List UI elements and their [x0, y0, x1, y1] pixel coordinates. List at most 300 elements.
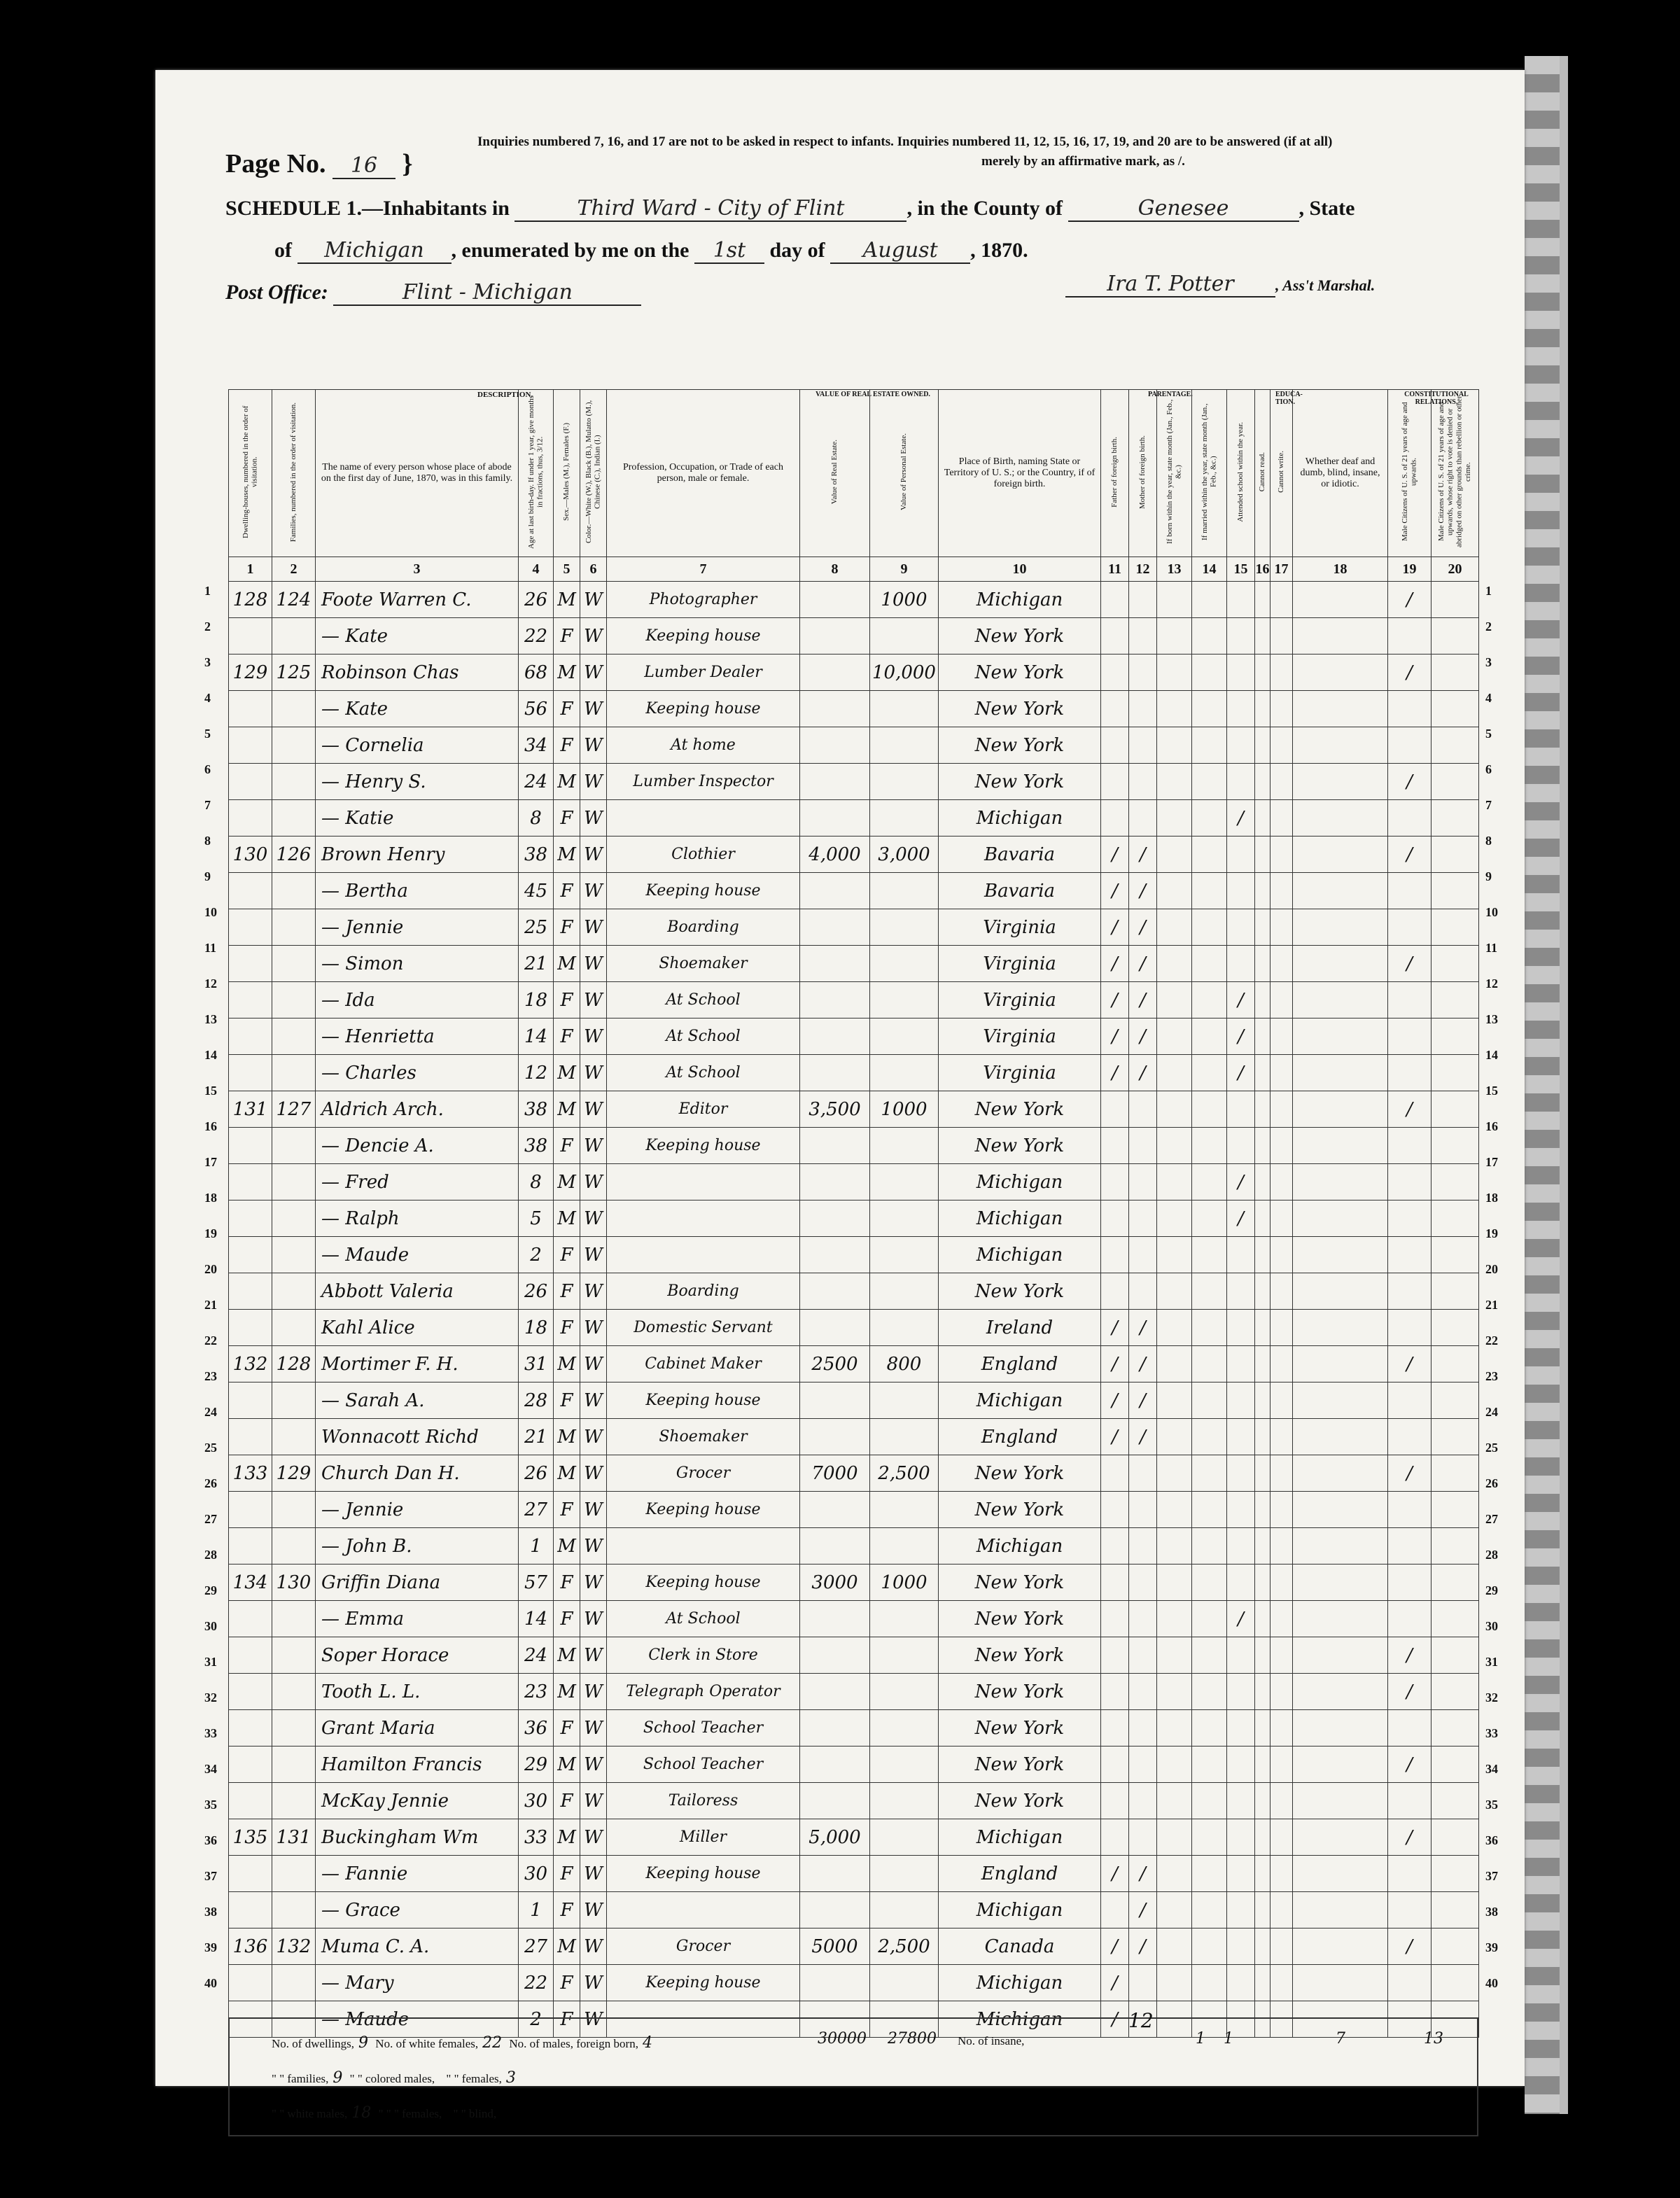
column-number: 20: [1432, 557, 1479, 582]
dwelling-number: [229, 1710, 272, 1746]
born-within-year: [1157, 654, 1192, 691]
cannot-write: [1270, 1346, 1293, 1382]
color: W: [580, 1200, 607, 1237]
real-estate-value: [800, 909, 870, 946]
family-number: [272, 1128, 316, 1164]
post-office-label: Post Office:: [225, 281, 328, 304]
school-mark: [1227, 873, 1255, 909]
line-number-left: 15: [204, 1084, 217, 1098]
line-number-left: 11: [204, 941, 217, 955]
married-within-year: [1192, 1892, 1227, 1928]
citizen-mark: /: [1388, 1091, 1432, 1128]
column-number: 2: [272, 557, 316, 582]
vote-denied: [1432, 1346, 1479, 1382]
father-foreign-mark: [1101, 764, 1129, 800]
father-foreign-mark: [1101, 1273, 1129, 1310]
description-group-label: DESCRIPTION.: [477, 391, 533, 399]
cannot-read: [1255, 800, 1270, 836]
table-row: [229, 727, 1479, 764]
school-mark: [1227, 1237, 1255, 1273]
marshal-label: , Ass't Marshal.: [1275, 276, 1376, 294]
sex: M: [554, 1637, 580, 1674]
table-row: [229, 1237, 1479, 1273]
line-number-left: 37: [204, 1869, 217, 1883]
table-row: [229, 1200, 1479, 1237]
born-within-year: [1157, 1455, 1192, 1492]
born-within-year: [1157, 1601, 1192, 1637]
value-group-label: VALUE OF REAL ESTATE OWNED.: [816, 391, 930, 398]
personal-estate-value: [870, 1018, 939, 1055]
person-name: Muma C. A.: [316, 1928, 519, 1965]
father-foreign-mark: [1101, 1091, 1129, 1128]
cannot-write: [1270, 1746, 1293, 1783]
mother-foreign-mark: [1129, 1965, 1157, 2001]
table-row: [229, 800, 1479, 836]
person-name: — Jennie: [316, 909, 519, 946]
sex: F: [554, 1965, 580, 2001]
col-18-header: Whether deaf and dumb, blind, insane, or idiotic.: [1293, 390, 1388, 557]
line-number-left: 36: [204, 1833, 217, 1847]
education-group-label: EDUCA-TION.: [1275, 391, 1303, 406]
color: W: [580, 1928, 607, 1965]
cannot-read: [1255, 982, 1270, 1018]
mother-foreign-mark: [1129, 691, 1157, 727]
father-foreign-mark: /: [1101, 1346, 1129, 1382]
col-7-header: Profession, Occupation, or Trade of each person, male or female.: [607, 390, 800, 557]
deaf-blind-insane: [1293, 1746, 1388, 1783]
summary-box: [228, 2017, 1478, 2136]
school-mark: [1227, 1382, 1255, 1419]
line-number-right: 37: [1485, 1869, 1498, 1883]
birthplace: Michigan: [939, 1200, 1101, 1237]
foreign-females-label: " " females,: [446, 2072, 502, 2085]
father-foreign-mark: /: [1101, 982, 1129, 1018]
age: 2: [519, 1237, 554, 1273]
personal-estate-value: 1000: [870, 1091, 939, 1128]
cannot-read: [1255, 764, 1270, 800]
year-value: , 1870.: [970, 239, 1028, 262]
sex: M: [554, 1455, 580, 1492]
real-estate-value: 7000: [800, 1455, 870, 1492]
family-number: 124: [272, 582, 316, 618]
real-estate-value: [800, 1164, 870, 1200]
line-number-right: 34: [1485, 1762, 1498, 1776]
cannot-write: [1270, 1965, 1293, 2001]
table-row: [229, 1746, 1479, 1783]
vote-denied: [1432, 1419, 1479, 1455]
age: 45: [519, 873, 554, 909]
col-2-header: Families, numbered in the order of visitation.: [289, 402, 298, 542]
colored-males-value: [435, 2069, 443, 2087]
line-number-right: 12: [1485, 976, 1498, 990]
citizen-mark: /: [1388, 764, 1432, 800]
mother-foreign-mark: [1129, 618, 1157, 654]
birthplace: New York: [939, 764, 1101, 800]
citizen-mark: /: [1388, 1746, 1432, 1783]
school-mark: [1227, 1346, 1255, 1382]
age: 29: [519, 1746, 554, 1783]
birthplace: England: [939, 1346, 1101, 1382]
citizen-mark: /: [1388, 1674, 1432, 1710]
citizen-mark: [1388, 1492, 1432, 1528]
vote-denied: [1432, 1928, 1479, 1965]
vote-denied: [1432, 1382, 1479, 1419]
sex: F: [554, 618, 580, 654]
enumeration-line: [274, 238, 1028, 264]
occupation: At School: [607, 1601, 800, 1637]
dwelling-number: 128: [229, 582, 272, 618]
deaf-blind-insane: [1293, 727, 1388, 764]
married-within-year: [1192, 1856, 1227, 1892]
column-number: 18: [1293, 557, 1388, 582]
line-number-right: 13: [1485, 1012, 1498, 1026]
married-within-year: [1192, 946, 1227, 982]
citizen-mark: [1388, 1018, 1432, 1055]
table-row: [229, 1455, 1479, 1492]
birthplace: Bavaria: [939, 836, 1101, 873]
table-row: [229, 1055, 1479, 1091]
born-within-year: [1157, 909, 1192, 946]
col-10-header: Place of Birth, naming State or Territory of U. S.; or the Country, if of foreign birth.: [939, 390, 1101, 557]
constitutional-group-label: CONSTITUTIONAL RELATIONS.: [1404, 391, 1469, 406]
sex: M: [554, 764, 580, 800]
occupation: School Teacher: [607, 1746, 800, 1783]
school-mark: [1227, 909, 1255, 946]
family-number: 131: [272, 1819, 316, 1856]
page-number: 16: [332, 153, 396, 179]
real-estate-value: [800, 764, 870, 800]
line-number-right: 19: [1485, 1226, 1498, 1240]
mother-foreign-mark: /: [1129, 836, 1157, 873]
dwelling-number: [229, 1018, 272, 1055]
col-6-header: Color.—White (W.), Black (B.), Mulatto (M.), Chinese (C.), Indian (I.): [584, 400, 602, 544]
born-within-year: [1157, 873, 1192, 909]
dwelling-number: 136: [229, 1928, 272, 1965]
vote-denied: [1432, 654, 1479, 691]
line-number-left: 38: [204, 1905, 217, 1919]
real-estate-value: [800, 1273, 870, 1310]
personal-estate-value: [870, 946, 939, 982]
person-name: — Charles: [316, 1055, 519, 1091]
birthplace: England: [939, 1856, 1101, 1892]
person-name: Wonnacott Richd: [316, 1419, 519, 1455]
dwelling-number: [229, 1273, 272, 1310]
personal-estate-value: 1000: [870, 582, 939, 618]
citizen-mark: [1388, 1710, 1432, 1746]
mother-foreign-mark: /: [1129, 909, 1157, 946]
mother-foreign-mark: [1129, 1637, 1157, 1674]
occupation: [607, 1237, 800, 1273]
occupation: [607, 1200, 800, 1237]
married-within-year: [1192, 909, 1227, 946]
sex: F: [554, 1018, 580, 1055]
real-estate-value: [800, 618, 870, 654]
family-number: [272, 982, 316, 1018]
sex: F: [554, 800, 580, 836]
dwelling-number: [229, 618, 272, 654]
married-within-year: [1192, 1310, 1227, 1346]
age: 36: [519, 1710, 554, 1746]
married-within-year: [1192, 727, 1227, 764]
birthplace: England: [939, 1419, 1101, 1455]
table-row: [229, 1382, 1479, 1419]
cannot-write: [1270, 764, 1293, 800]
deaf-blind-insane: [1293, 1492, 1388, 1528]
white-females-label: No. of white females,: [375, 2037, 479, 2050]
real-estate-value: [800, 582, 870, 618]
father-foreign-mark: [1101, 1528, 1129, 1564]
personal-estate-value: [870, 1819, 939, 1856]
line-number-right: 25: [1485, 1441, 1498, 1455]
cannot-write: [1270, 1273, 1293, 1310]
person-name: — Bertha: [316, 873, 519, 909]
table-row: [229, 691, 1479, 727]
cannot-read: [1255, 1637, 1270, 1674]
vote-denied: [1432, 909, 1479, 946]
personal-estate-value: [870, 1856, 939, 1892]
married-within-year: [1192, 1564, 1227, 1601]
school-mark: [1227, 1856, 1255, 1892]
person-name: — Dencie A.: [316, 1128, 519, 1164]
line-number-left: 30: [204, 1619, 217, 1633]
table-row: [229, 1637, 1479, 1674]
born-within-year: [1157, 1164, 1192, 1200]
occupation: [607, 1164, 800, 1200]
family-number: [272, 1164, 316, 1200]
table-row: [229, 1128, 1479, 1164]
cannot-write: [1270, 654, 1293, 691]
occupation: At School: [607, 1018, 800, 1055]
family-number: [272, 1018, 316, 1055]
citizen-mark: [1388, 1892, 1432, 1928]
cannot-read: [1255, 1455, 1270, 1492]
occupation: Clerk in Store: [607, 1637, 800, 1674]
cannot-write: [1270, 1237, 1293, 1273]
born-within-year: [1157, 1819, 1192, 1856]
color: W: [580, 1965, 607, 2001]
color: W: [580, 1856, 607, 1892]
citizen-mark: [1388, 1564, 1432, 1601]
personal-estate-value: [870, 1601, 939, 1637]
school-mark: /: [1227, 1164, 1255, 1200]
person-name: Grant Maria: [316, 1710, 519, 1746]
dwelling-number: [229, 1419, 272, 1455]
occupation: Keeping house: [607, 1382, 800, 1419]
born-within-year: [1157, 982, 1192, 1018]
person-name: — Grace: [316, 1892, 519, 1928]
mother-foreign-mark: [1129, 1528, 1157, 1564]
line-number-left: 31: [204, 1655, 217, 1669]
person-name: — Kate: [316, 691, 519, 727]
month-value: August: [830, 238, 970, 264]
color: W: [580, 836, 607, 873]
cannot-write: [1270, 873, 1293, 909]
cannot-read: [1255, 1200, 1270, 1237]
table-row: [229, 1273, 1479, 1310]
real-estate-value: [800, 1055, 870, 1091]
dwellings-value: 9: [358, 2034, 369, 2052]
line-number-left: 12: [204, 976, 217, 990]
citizen-mark: [1388, 1419, 1432, 1455]
citizen-mark: /: [1388, 1637, 1432, 1674]
cannot-read: [1255, 1128, 1270, 1164]
col-12-header: Mother of foreign birth.: [1138, 435, 1147, 509]
born-within-year: [1157, 1710, 1192, 1746]
cannot-read: [1255, 1419, 1270, 1455]
occupation: Keeping house: [607, 1128, 800, 1164]
line-number-right: 33: [1485, 1726, 1498, 1740]
color: W: [580, 1819, 607, 1856]
person-name: — Cornelia: [316, 727, 519, 764]
parentage-group-label: PARENTAGE.: [1148, 391, 1193, 398]
age: 14: [519, 1018, 554, 1055]
born-within-year: [1157, 800, 1192, 836]
born-within-year: [1157, 1892, 1192, 1928]
line-number-right: 24: [1485, 1405, 1498, 1419]
school-mark: /: [1227, 982, 1255, 1018]
dwelling-number: 131: [229, 1091, 272, 1128]
person-name: Foote Warren C.: [316, 582, 519, 618]
real-estate-value: [800, 1746, 870, 1783]
birthplace: Bavaria: [939, 873, 1101, 909]
father-foreign-mark: /: [1101, 1310, 1129, 1346]
sex: F: [554, 909, 580, 946]
family-number: [272, 618, 316, 654]
deaf-blind-insane: [1293, 1637, 1388, 1674]
sex: M: [554, 946, 580, 982]
father-foreign-mark: [1101, 1237, 1129, 1273]
column-header-row: [229, 390, 1479, 557]
cannot-write: [1270, 1018, 1293, 1055]
sex: M: [554, 654, 580, 691]
citizen-mark: [1388, 1856, 1432, 1892]
cannot-read: [1255, 1710, 1270, 1746]
age: 26: [519, 1455, 554, 1492]
deaf-blind-insane: [1293, 582, 1388, 618]
dwellings-label: No. of dwellings,: [272, 2037, 355, 2050]
school-mark: [1227, 1928, 1255, 1965]
line-number-left: 32: [204, 1690, 217, 1704]
line-number-right: 36: [1485, 1833, 1498, 1847]
col-11-header: Father of foreign birth.: [1110, 436, 1119, 507]
birthplace: Michigan: [939, 1382, 1101, 1419]
deaf-blind-insane: [1293, 1200, 1388, 1237]
deaf-blind-insane: [1293, 654, 1388, 691]
census-table: [228, 389, 1479, 2038]
school-mark: [1227, 618, 1255, 654]
sex: F: [554, 1273, 580, 1310]
father-foreign-mark: /: [1101, 909, 1129, 946]
personal-estate-value: [870, 909, 939, 946]
line-number-right: 11: [1485, 941, 1498, 955]
mother-foreign-mark: [1129, 1819, 1157, 1856]
school-mark: [1227, 1419, 1255, 1455]
column-number: 5: [554, 557, 580, 582]
color: W: [580, 654, 607, 691]
dwelling-number: [229, 1164, 272, 1200]
deaf-blind-insane: [1293, 1455, 1388, 1492]
mother-foreign-mark: [1129, 1237, 1157, 1273]
post-office-line: [225, 280, 641, 306]
birthplace: Michigan: [939, 1237, 1101, 1273]
column-number: 13: [1157, 557, 1192, 582]
cannot-read: [1255, 909, 1270, 946]
line-number-left: 20: [204, 1262, 217, 1276]
dwelling-number: [229, 1674, 272, 1710]
born-within-year: [1157, 1856, 1192, 1892]
cannot-write: [1270, 1528, 1293, 1564]
dwelling-number: [229, 1055, 272, 1091]
birthplace: New York: [939, 727, 1101, 764]
occupation: Cabinet Maker: [607, 1346, 800, 1382]
born-within-year: [1157, 1237, 1192, 1273]
married-within-year: [1192, 618, 1227, 654]
age: 26: [519, 582, 554, 618]
line-number-left: 9: [204, 869, 211, 883]
occupation: Domestic Servant: [607, 1310, 800, 1346]
mother-foreign-mark: [1129, 1746, 1157, 1783]
real-estate-value: [800, 946, 870, 982]
mother-foreign-mark: /: [1129, 1310, 1157, 1346]
line-number-right: 35: [1485, 1798, 1498, 1812]
line-number-right: 6: [1485, 762, 1492, 776]
school-mark: /: [1227, 1601, 1255, 1637]
dwelling-number: 130: [229, 836, 272, 873]
total-citizens: 13: [1424, 2030, 1443, 2047]
deaf-blind-insane: [1293, 764, 1388, 800]
table-row: [229, 764, 1479, 800]
color: W: [580, 909, 607, 946]
born-within-year: [1157, 1419, 1192, 1455]
col-15-header: Attended school within the year.: [1236, 421, 1245, 522]
vote-denied: [1432, 1055, 1479, 1091]
bottom-mark: 12: [1128, 2009, 1154, 2032]
married-within-year: [1192, 1237, 1227, 1273]
age: 5: [519, 1200, 554, 1237]
person-name: Robinson Chas: [316, 654, 519, 691]
person-name: McKay Jennie: [316, 1783, 519, 1819]
sex: M: [554, 1346, 580, 1382]
citizen-mark: [1388, 1273, 1432, 1310]
color: W: [580, 582, 607, 618]
sex: F: [554, 1492, 580, 1528]
birthplace: Virginia: [939, 1018, 1101, 1055]
citizen-mark: /: [1388, 654, 1432, 691]
born-within-year: [1157, 1200, 1192, 1237]
age: 18: [519, 1310, 554, 1346]
vote-denied: [1432, 1018, 1479, 1055]
personal-estate-value: [870, 1528, 939, 1564]
age: 33: [519, 1819, 554, 1856]
cannot-read: [1255, 1164, 1270, 1200]
cannot-read: [1255, 1310, 1270, 1346]
age: 38: [519, 1091, 554, 1128]
personal-estate-value: [870, 1710, 939, 1746]
married-within-year: [1192, 1746, 1227, 1783]
page-brace: }: [402, 149, 413, 178]
married-within-year: [1192, 1128, 1227, 1164]
birthplace: New York: [939, 1128, 1101, 1164]
line-number-left: 26: [204, 1476, 217, 1490]
mother-foreign-mark: [1129, 800, 1157, 836]
real-estate-value: 2500: [800, 1346, 870, 1382]
occupation: Photographer: [607, 582, 800, 618]
cannot-write: [1270, 1674, 1293, 1710]
born-within-year: [1157, 946, 1192, 982]
sex: M: [554, 1674, 580, 1710]
age: 25: [519, 909, 554, 946]
father-foreign-mark: [1101, 1819, 1129, 1856]
